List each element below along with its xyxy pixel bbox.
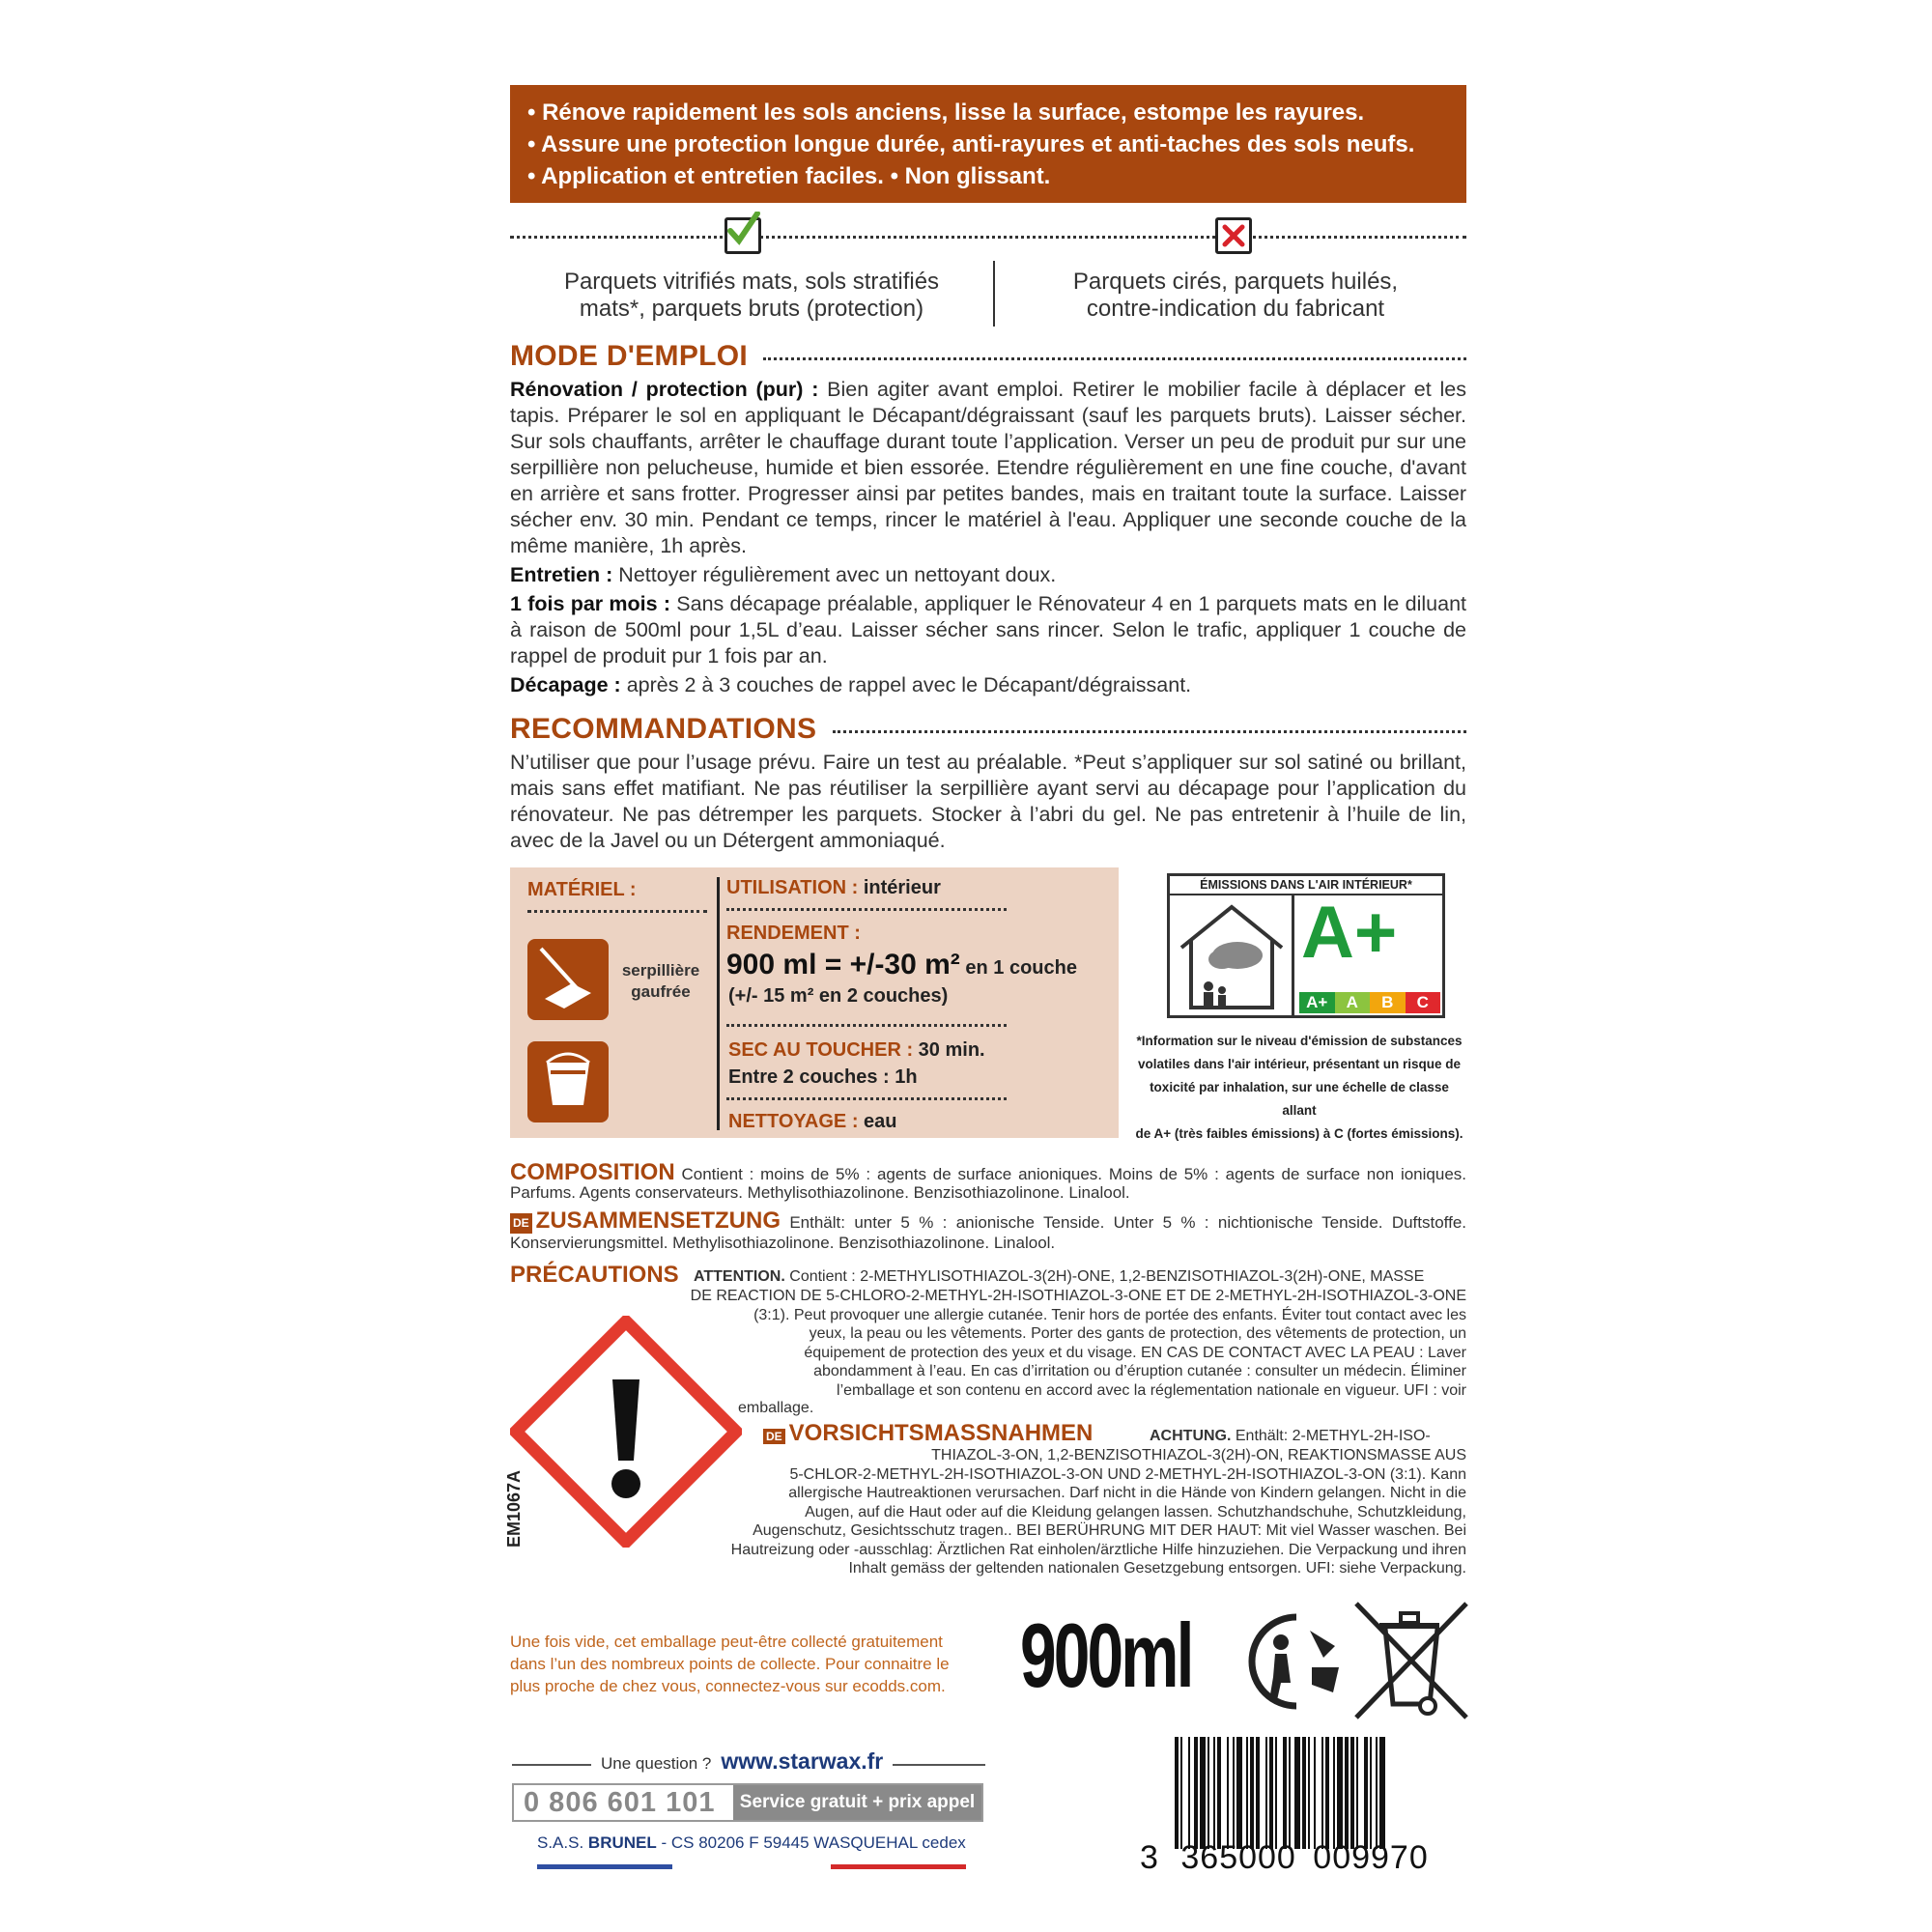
exclamation-hazard-icon <box>510 1316 742 1548</box>
infobox-separator <box>717 877 720 1130</box>
recycle-line-3: plus proche de chez vous, connectez-vous sur ecodds.com. <box>510 1677 946 1695</box>
emissions-scale <box>1299 992 1440 1013</box>
barcode-bar <box>1302 1737 1306 1849</box>
barcode-bar <box>1246 1737 1248 1849</box>
nettoyage-row <box>728 1111 897 1133</box>
vorsicht-line-1 <box>1150 1428 1431 1445</box>
mop-label <box>614 960 707 1003</box>
product-code: EM1067A <box>504 1469 524 1548</box>
recycle-line-2: dans l’un des nombreux points de collecte. Pour connaitre le <box>510 1655 950 1673</box>
materiel-rule <box>527 910 707 913</box>
composition-fr <box>510 1159 1466 1202</box>
service-badge: Service gratuit + prix appel <box>733 1785 981 1820</box>
emissions-note-1: *Information sur le niveau d'émission de substances <box>1136 1034 1463 1048</box>
emissions-title: ÉMISSIONS DANS L'AIR INTÉRIEUR* <box>1170 876 1442 895</box>
barcode-bar <box>1213 1737 1215 1849</box>
barcode <box>1173 1737 1466 1849</box>
unsuitable-floors <box>1005 269 1466 323</box>
feature-banner <box>510 85 1466 203</box>
composition-text: Contient : moins de 5% : agents de surface anioniques. Moins de 5% : agents de surface non ioniques. Parfums. Agents conservateurs. Methylisothiazolinone. Benzisothiazolinone. Linalool. <box>510 1165 1466 1202</box>
emissions-note <box>1132 1030 1466 1146</box>
unsuitable-line-1: Parquets cirés, parquets huilés, <box>1072 269 1399 295</box>
recommandations-title: RECOMMANDATIONS <box>510 713 817 745</box>
monthly-label: 1 fois par mois : <box>510 592 671 615</box>
sec-row <box>728 1039 985 1062</box>
precautions-text-7: l’emballage et son contenu en accord avec la réglementation nationale en vigueur. UFI : voir <box>837 1381 1466 1399</box>
phone-box <box>512 1783 983 1822</box>
barcode-bar <box>1356 1737 1358 1849</box>
renovation-text: Bien agiter avant emploi. Retirer le mobilier facile à déplacer et les tapis. Préparer le sol en appliquant le Décapant/dégraissant (sauf les parquets bruts). Laisser sécher. Sur sols chauffants, arrêter le chauffage durant toute l’application. Verser un peu de produit pur sur une serpillière non pelucheuse, humide et bien essorée. Etendre régulièrement en une fine couche, d'avant en arrière et sans frotter. Progresser ainsi par petites bandes, mais en traitant toute la surface. Laisser sécher env. 30 min. Pendant ce temps, rincer le matériel à l'eau. Appliquer une seconde couche de la même manière, 1h après. <box>510 378 1466 557</box>
composition-de <box>510 1208 1466 1253</box>
precautions-line-1 <box>694 1267 1424 1287</box>
barcode-bar <box>1227 1737 1229 1849</box>
zusammensetzung-text: Enthält: unter 5 % : anionische Tenside. Unter 5 % : nichtionische Tenside. Duftstoffe. Konservierungsmittel. Methylisothiazolinone. Benzisothiazolinone. Linalool. <box>510 1213 1466 1253</box>
house-icon <box>1174 899 1290 1013</box>
recycle-text <box>510 1631 950 1697</box>
barcode-bar <box>1175 1737 1179 1849</box>
vorsicht-text-3: 5-CHLOR-2-METHYL-2H-ISOTHIAZOL-3-ON UND 2-METHYL-2H-ISOTHIAZOL-3-ON (3:1). Kann <box>789 1465 1466 1483</box>
website-link[interactable]: www.starwax.fr <box>721 1748 884 1774</box>
achtung-label: ACHTUNG. <box>1150 1428 1232 1444</box>
barcode-digit-2: 365000 <box>1180 1839 1296 1876</box>
vorsicht-text-2: THIAZOL-3-ON, 1,2-BENZISOTHIAZOL-3(2H)-ON, REAKTIONSMASSE AUS <box>931 1447 1466 1463</box>
barcode-digits <box>1140 1839 1429 1877</box>
de-badge-2: DE <box>763 1429 785 1444</box>
rendement-sub: (+/- 15 m² en 2 couches) <box>728 985 949 1007</box>
cross-icon <box>1215 217 1252 254</box>
sec-value: 30 min. <box>913 1039 985 1061</box>
scale-a-plus: A+ <box>1299 992 1335 1013</box>
nettoyage-value: eau <box>858 1111 897 1132</box>
recommandations-text: N’utiliser que pour l’usage prévu. Faire un test au préalable. *Peut s’appliquer sur sol satiné ou brillant, mais sans effet matifiant. Ne pas réutiliser la serpillière ayant servi au décapage pour l’application du rénovateur. Ne pas détremper les parquets. Stocker à l’abri du gel. Ne pas entretenir à l’huile de lin, avec de la Javel ou un Détergent ammoniaqué. <box>510 751 1466 852</box>
scale-c: C <box>1406 992 1441 1013</box>
precautions-text-4: yeux, la peau ou les vêtements. Porter des gants de protection, des vêtements de protection, un <box>809 1325 1466 1342</box>
de-badge: DE <box>510 1213 532 1234</box>
company-address-text: - CS 80206 F 59445 WASQUEHAL cedex <box>656 1833 966 1852</box>
volume-label: 900ml <box>1020 1605 1192 1706</box>
vorsicht-text-5: Augen, auf die Haut oder auf die Kleidung gelangen lassen. Schutzhandschuhe, Schutzkleidung, <box>805 1503 1466 1520</box>
banner-line-3: • Application et entretien faciles. • Non glissant. <box>527 163 1051 189</box>
barcode-bar <box>1314 1737 1316 1849</box>
barcode-bar <box>1200 1737 1206 1849</box>
vorsicht-text-8: Inhalt gemäss der geltenden nationalen Gesetzgebung entsorgen. UFI: siehe Verpackung. <box>848 1560 1466 1577</box>
suitability-divider <box>510 236 1466 239</box>
monthly-paragraph <box>510 591 1466 669</box>
renovation-paragraph <box>510 377 1466 559</box>
flag-red-stripe <box>831 1864 966 1869</box>
precautions-title: PRÉCAUTIONS <box>510 1262 679 1288</box>
precautions-text-6: abondamment à l’eau. En cas d’irritation ou d’éruption cutanée : consulter un médecin. Éliminer <box>813 1363 1466 1379</box>
barcode-bar <box>1180 1737 1182 1849</box>
barcode-bar <box>1283 1737 1287 1849</box>
nettoyage-label: NETTOYAGE : <box>728 1111 859 1132</box>
emissions-note-2: volatiles dans l'air intérieur, présentant un risque de <box>1137 1057 1462 1071</box>
vorsicht-text-7: Hautreizung oder -ausschlag: Ärztlichen Rat einholen/ärztliche Hilfe hinzuziehen. Die Verpackung und ihren <box>730 1541 1466 1558</box>
barcode-bar <box>1289 1737 1291 1849</box>
materiel-label: MATÉRIEL : <box>527 879 637 900</box>
contact-heading <box>591 1748 893 1775</box>
barcode-bar <box>1308 1737 1310 1849</box>
barcode-bar <box>1194 1737 1198 1849</box>
check-icon <box>724 217 761 254</box>
company-prefix: S.A.S. <box>537 1833 588 1852</box>
emissions-label <box>1167 873 1445 1018</box>
recommandations-rule <box>833 730 1466 733</box>
barcode-bar <box>1265 1737 1267 1849</box>
rendement-value: 900 ml = +/-30 m² <box>726 949 960 980</box>
barcode-digit-1: 3 <box>1140 1839 1158 1876</box>
vorsicht-title: VORSICHTSMASSNAHMEN <box>788 1420 1094 1446</box>
vorsicht-lines <box>731 1446 1466 1578</box>
vorsicht-text-6: Augenschutz, Gesichtsschutz tragen.. BEI BERÜHRUNG MIT DER HAUT: Mit viel Wasser waschen. Bei <box>753 1522 1466 1539</box>
barcode-bar <box>1188 1737 1190 1849</box>
suitable-line-2: mats*, parquets bruts (protection) <box>579 296 924 322</box>
barcode-digit-3: 009970 <box>1313 1839 1429 1876</box>
banner-line-2: • Assure une protection longue durée, anti-rayures et anti-taches des sols neufs. <box>527 131 1415 157</box>
barcode-bar <box>1208 1737 1209 1849</box>
emissions-note-4: de A+ (très faibles émissions) à C (fortes émissions). <box>1135 1126 1463 1141</box>
company-address <box>537 1833 966 1853</box>
barcode-bar <box>1325 1737 1329 1849</box>
sec-rule <box>726 1097 1007 1100</box>
flag-blue-stripe <box>537 1864 672 1869</box>
precautions-text-8: emballage. <box>738 1400 814 1416</box>
precautions-text-2: DE REACTION DE 5-CHLORO-2-METHYL-2H-ISOTHIAZOL-3-ONE ET DE 2-METHYL-2H-ISOTHIAZOL-3-ONE <box>690 1288 1466 1304</box>
barcode-bar <box>1321 1737 1323 1849</box>
vorsicht-text-4: allergische Hautreaktionen verursachen. Darf nicht in die Hände von Kindern gelangen. Nicht in die <box>788 1485 1466 1501</box>
zusammensetzung-title: ZUSAMMENSETZUNG <box>535 1208 781 1234</box>
banner-line-1: • Rénove rapidement les sols anciens, lisse la surface, estompe les rayures. <box>527 99 1365 126</box>
monthly-text: Sans décapage préalable, appliquer le Rénovateur 4 en 1 parquets mats en le diluant à raison de 500ml pour 1,5L d’eau. Laisser sécher sans rincer. Selon le trafic, appliquer 1 couche de rappel de produit pur 1 fois par an. <box>510 592 1467 668</box>
rendement-label: RENDEMENT : <box>726 923 861 944</box>
triman-icon <box>1242 1607 1350 1716</box>
bucket-icon <box>527 1041 609 1122</box>
barcode-bar <box>1364 1737 1368 1849</box>
scale-a: A <box>1335 992 1371 1013</box>
vorsicht-text-1: Enthält: 2-METHYL-2H-ISO- <box>1231 1428 1431 1444</box>
barcode-bar <box>1217 1737 1221 1849</box>
vorsicht-heading <box>763 1420 1093 1447</box>
barcode-bar <box>1233 1737 1235 1849</box>
barcode-bar <box>1275 1737 1277 1849</box>
mop-label-line-1: serpillière <box>621 961 700 980</box>
barcode-bar <box>1350 1737 1354 1849</box>
question-label: Une question ? <box>601 1754 712 1773</box>
entretien-paragraph <box>510 562 1466 588</box>
utilisation-value: intérieur <box>858 877 941 898</box>
rendement-rule <box>726 1024 1007 1027</box>
barcode-bar <box>1333 1737 1335 1849</box>
renovation-label: Rénovation / protection (pur) : <box>510 378 819 401</box>
composition-title: COMPOSITION <box>510 1159 675 1185</box>
barcode-bar <box>1236 1737 1242 1849</box>
suitable-line-1: Parquets vitrifiés mats, sols stratifiés <box>563 269 940 295</box>
attention-label: ATTENTION. <box>694 1268 785 1285</box>
barcode-bar <box>1256 1737 1260 1849</box>
mop-icon <box>527 939 609 1020</box>
emissions-grade: A+ <box>1301 892 1398 974</box>
mode-emploi-title: MODE D'EMPLOI <box>510 340 749 372</box>
mop-label-line-2: gaufrée <box>631 982 691 1001</box>
sec-sub: Entre 2 couches : 1h <box>728 1066 918 1088</box>
utilisation-rule <box>726 908 1007 911</box>
mode-emploi-rule <box>763 357 1466 360</box>
sec-label: SEC AU TOUCHER : <box>728 1039 914 1061</box>
suitability-separator <box>993 261 995 327</box>
entretien-label: Entretien : <box>510 563 613 586</box>
decapage-paragraph <box>510 672 1466 698</box>
barcode-bar <box>1379 1737 1385 1849</box>
precautions-text-1: Contient : 2-METHYLISOTHIAZOL-3(2H)-ONE, 1,2-BENZISOTHIAZOL-3(2H)-ONE, MASSE <box>784 1268 1425 1285</box>
scale-b: B <box>1370 992 1406 1013</box>
rendement-row <box>726 949 1077 981</box>
emissions-separator <box>1292 895 1294 1015</box>
unsuitable-line-2: contre-indication du fabricant <box>1086 296 1385 322</box>
barcode-bar <box>1345 1737 1349 1849</box>
entretien-text: Nettoyer régulièrement avec un nettoyant doux. <box>612 563 1057 586</box>
barcode-bar <box>1250 1737 1254 1849</box>
suitable-floors <box>510 269 993 323</box>
company-name: BRUNEL <box>587 1833 657 1852</box>
emissions-note-3: toxicité par inhalation, sur une échelle de classe allant <box>1150 1080 1449 1118</box>
utilisation-row <box>726 877 941 899</box>
rendement-unit: en 1 couche <box>959 957 1077 979</box>
precautions-text-3: (3:1). Peut provoquer une allergie cutanée. Tenir hors de portée des enfants. Éviter tout contact avec les <box>753 1306 1466 1323</box>
barcode-bar <box>1337 1737 1343 1849</box>
barcode-bar <box>1294 1737 1300 1849</box>
barcode-bar <box>1376 1737 1378 1849</box>
barcode-bar <box>1269 1737 1273 1849</box>
utilisation-label: UTILISATION : <box>726 877 859 898</box>
decapage-text: après 2 à 3 couches de rappel avec le Décapant/dégraissant. <box>620 673 1192 696</box>
decapage-label: Décapage : <box>510 673 621 696</box>
precautions-text-5: équipement de protection des yeux et du visage. EN CAS DE CONTACT AVEC LA PEAU : Laver <box>804 1344 1466 1361</box>
recycle-line-1: Une fois vide, cet emballage peut-être collecté gratuitement <box>510 1633 943 1651</box>
precautions-lines <box>691 1287 1466 1400</box>
crossed-bin-icon <box>1350 1598 1472 1723</box>
barcode-bar <box>1370 1737 1372 1849</box>
phone-number[interactable]: 0 806 601 101 <box>524 1787 716 1818</box>
mode-emploi-body <box>510 377 1466 698</box>
